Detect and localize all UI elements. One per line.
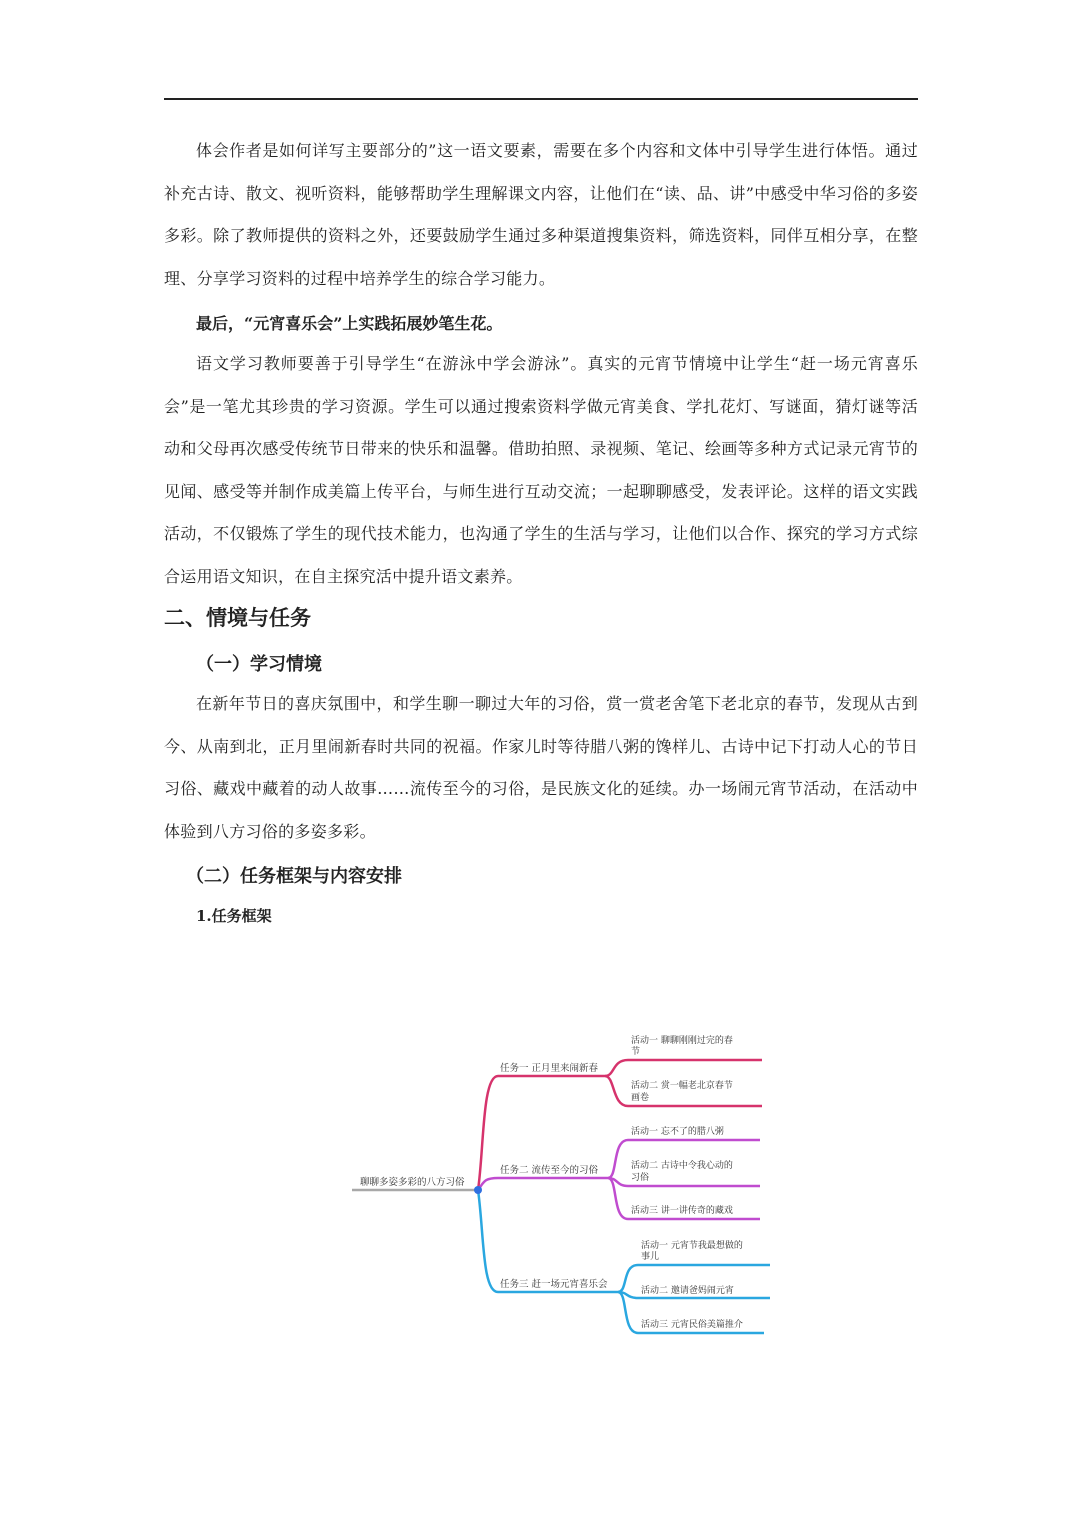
link-t3-a3 [618, 1292, 764, 1333]
t2-a3-line1: 活动三 讲一讲传奇的藏戏 [631, 1206, 733, 1216]
link-t2-a1 [608, 1140, 760, 1178]
t3-a2-line1: 活动二 邀请爸妈闹元宵 [641, 1286, 734, 1296]
t1-a1-line2: 节 [631, 1047, 641, 1057]
task-3-label: 任务三 赶一场元宵喜乐会 [500, 1279, 608, 1290]
t2-a2-line2: 习俗 [631, 1173, 650, 1183]
header-rule [164, 98, 918, 100]
t3-a1-line2: 事儿 [641, 1252, 660, 1262]
t1-a1-line1: 活动一 聊聊刚刚过完的春 [631, 1036, 733, 1046]
branch-task-1 [478, 1076, 605, 1190]
t3-a3-line1: 活动三 元宵民俗美篇推介 [641, 1320, 743, 1330]
section-heading: 二、情境与任务 [164, 605, 311, 630]
t2-a2-line1: 活动二 古诗中令我心动的 [631, 1161, 733, 1171]
task-1-label: 任务一 正月里来闹新春 [500, 1063, 599, 1074]
branch-task-3 [478, 1190, 618, 1292]
link-t1-a1 [605, 1060, 762, 1076]
subsection-heading-task-framework: （二）任务框架与内容安排 [186, 866, 402, 887]
paragraph-3: 在新年节日的喜庆氛围中，和学生聊一聊过大年的习俗，赏一赏老舍笔下老北京的春节，发现从古到今、从南到北，正月里闹新春时共同的祝福。作家儿时等待腊八粥的馋样儿、古诗中记下打动人心的节日习俗、藏戏中藏着的动人故事……流传至今的习俗，是民族文化的延续。办一场闹元宵节活动，在活动中体验到八方习俗的多姿多彩。 [164, 694, 918, 841]
link-t3-a1 [618, 1265, 770, 1292]
t1-a2-line2: 画卷 [631, 1093, 650, 1103]
link-t2-a3 [608, 1178, 760, 1219]
t1-a2-line1: 活动二 赏一幅老北京春节 [631, 1081, 733, 1091]
paragraph-2: 语文学习教师要善于引导学生“在游泳中学会游泳”。真实的元宵节情境中让学生“赶一场元宵喜乐会”是一笔尤其珍贵的学习资源。学生可以通过搜索资料学做元宵美食、学扎花灯、写谜面，猜灯谜等活动和父母再次感受传统节日带来的快乐和温馨。借助拍照、录视频、笔记、绘画等多种方式记录元宵节的见闻、感受等并制作成美篇上传平台，与师生进行互动交流；一起聊聊感受，发表评论。这样的语文实践活动，不仅锻炼了学生的现代技术能力，也沟通了学生的生活与学习，让他们以合作、探究的学习方式综合运用语文知识，在自主探究活中提升语文素养。 [164, 354, 918, 586]
paragraph-1: 体会作者是如何详写主要部分的”这一语文要素，需要在多个内容和文体中引导学生进行体悟。通过补充古诗、散文、视听资料，能够帮助学生理解课文内容，让他们在“读、品、讲”中感受中华习俗的多姿多彩。除了教师提供的资料之外，还要鼓励学生通过多种渠道搜集资料，筛选资料，同伴互相分享，在整理、分享学习资料的过程中培养学生的综合学习能力。 [164, 141, 918, 288]
t3-a1-line1: 活动一 元宵节我最想做的 [641, 1241, 743, 1251]
link-t1-a2 [605, 1076, 762, 1106]
sub-subsection-heading: 1.任务框架 [196, 907, 272, 925]
subsection-heading-learning-context: （一）学习情境 [196, 654, 322, 675]
root-label: 聊聊多姿多彩的八方习俗 [360, 1177, 465, 1188]
root-junction-dot [474, 1186, 482, 1194]
t2-a1-line1: 活动一 忘不了的腊八粥 [631, 1127, 724, 1137]
branch-task-2 [478, 1178, 608, 1190]
bold-subheading: 最后，“元宵喜乐会”上实践拓展妙笔生花。 [196, 314, 503, 333]
task-2-label: 任务二 流传至今的习俗 [500, 1165, 599, 1176]
link-t3-a2 [618, 1292, 770, 1298]
link-t2-a2 [608, 1178, 760, 1186]
